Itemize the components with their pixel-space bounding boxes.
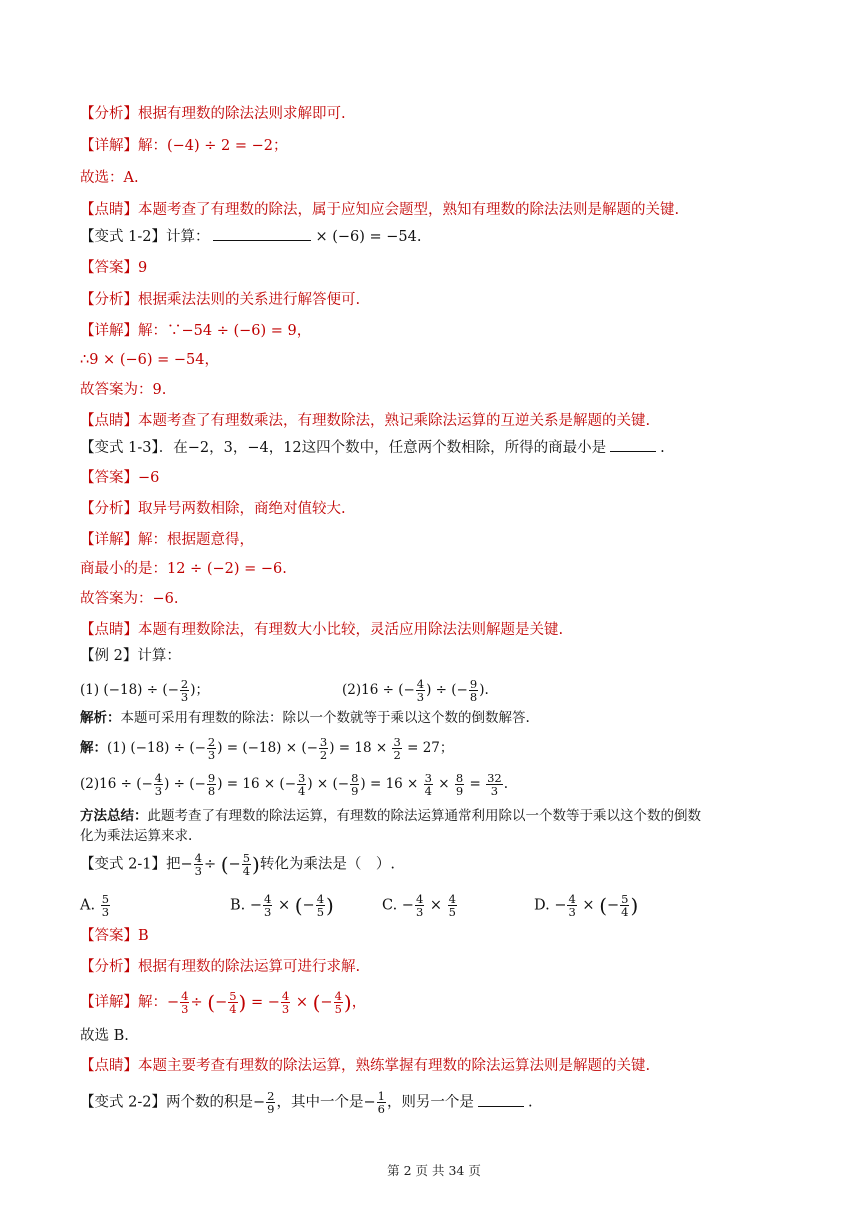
answer-blank [610,437,656,452]
answer-blank [213,226,311,241]
option-c[interactable]: C. − $\frac{4}{3}$ × $\frac{4}{5}$ [382,892,456,919]
option-a[interactable]: A. $\frac{5}{3}$ [80,892,110,919]
example-2-solution-1: 解：(1) (−18) ÷ (− $\frac{2}{3}$ ) = (−18) × (− $\frac{3}{2}$ ) = 18 × $\frac{3}{2}$ = 27； [80,735,454,762]
analysis-line: 【分析】根据有理数的除法运算可进行求解. [80,959,361,975]
remark-line: 【点睛】本题主要考查有理数的除法运算，熟练掌握有理数的除法运算法则是解题的关键. [80,1058,651,1074]
answer-blank [478,1092,524,1107]
example-2-solution-2: (2)16 ÷ (− $\frac{4}{3}$ ) ÷ (− $\frac{9}{8}$ ) = 16 × (− $\frac{3}{4}$ ) × (− $\frac{8}{9}$ ) = 16 × $\frac{3}{4}$ × $\frac{8}{9}$ = $\frac{32}{3}$ . [80,771,509,798]
answer-line: 【答案】−6 [80,470,160,486]
answer-line: 【答案】9 [80,260,148,276]
answer-summary-line: 故答案为：9. [80,382,167,398]
option-b[interactable]: B. − $\frac{4}{3}$ × (− $\frac{4}{5}$ ) [230,892,334,919]
example-2-part-2: (2)16 ÷ (− $\frac{4}{3}$ ) ÷ (− $\frac{9}{8}$ ). [342,677,489,704]
choice-line: 故选 B. [80,1028,129,1044]
variant-1-3-question: 【变式 1-3】．在−2，3，−4，12这四个数中，任意两个数相除，所得的商最小是 . [80,437,665,458]
method-summary-line-2: 化为乘法运算来求. [80,828,193,844]
example-2-heading: 【例 2】计算： [80,648,181,664]
detail-line: 【详解】解：根据题意得， [80,532,254,548]
page-footer: 第 2 页 共 34 页 [387,1163,481,1178]
detail-line: 【详解】解：∵−54 ÷ (−6) = 9， [80,323,312,339]
variant-2-2-question: 【变式 2-2】两个数的积是− $\frac{2}{9}$ ，其中一个是− $\frac{1}{6}$ ，则另一个是 . [80,1089,533,1116]
option-d[interactable]: D. − $\frac{4}{3}$ × (− $\frac{5}{4}$ ) [534,892,639,919]
variant-1-2-question: 【变式 1-2】计算： × (−6) = −54. [80,226,422,247]
remark-line: 【点睛】本题有理数除法，有理数大小比较，灵活应用除法法则解题是关键. [80,622,564,638]
variant-2-1-question: 【变式 2-1】把− $\frac{4}{3}$ ÷ (− $\frac{5}{4}$ )转化为乘法是（ ）. [80,851,395,878]
example-2-part-1: (1) (−18) ÷ (− $\frac{2}{3}$ )； [80,677,210,704]
answer-line: 【答案】B [80,928,149,944]
remark-line: 【点睛】本题考查了有理数的除法，属于应知应会题型，熟知有理数的除法法则是解题的关键. [80,202,680,218]
remark-line: 【点睛】本题考查了有理数乘法，有理数除法，熟记乘除法运算的互逆关系是解题的关键. [80,413,651,429]
analysis-line: 【分析】根据乘法法则的关系进行解答便可. [80,292,361,308]
example-2-analysis: 解析：本题可采用有理数的除法：除以一个数就等于乘以这个数的倒数解答. [80,710,530,726]
detail-line-2: 商最小的是：12 ÷ (−2) = −6. [80,561,287,577]
analysis-line: 【分析】取异号两数相除，商绝对值较大. [80,501,346,517]
answer-summary-line: 故答案为：−6. [80,591,179,607]
detail-line: 【详解】解：(−4) ÷ 2 = −2； [80,138,288,154]
method-summary-line-1: 方法总结：此题考查了有理数的除法运算，有理数的除法运算通常利用除以一个数等于乘以这个数的倒数 [80,808,701,824]
detail-line: 【详解】解：− $\frac{4}{3}$ ÷ (− $\frac{5}{4}$ ) = − $\frac{4}{3}$ × (− $\frac{4}{5}$ )， [80,989,367,1016]
detail-line-2: ∴9 × (−6) = −54， [80,352,219,368]
analysis-line: 【分析】根据有理数的除法法则求解即可. [80,106,346,122]
choice-line: 故选：A. [80,170,139,186]
